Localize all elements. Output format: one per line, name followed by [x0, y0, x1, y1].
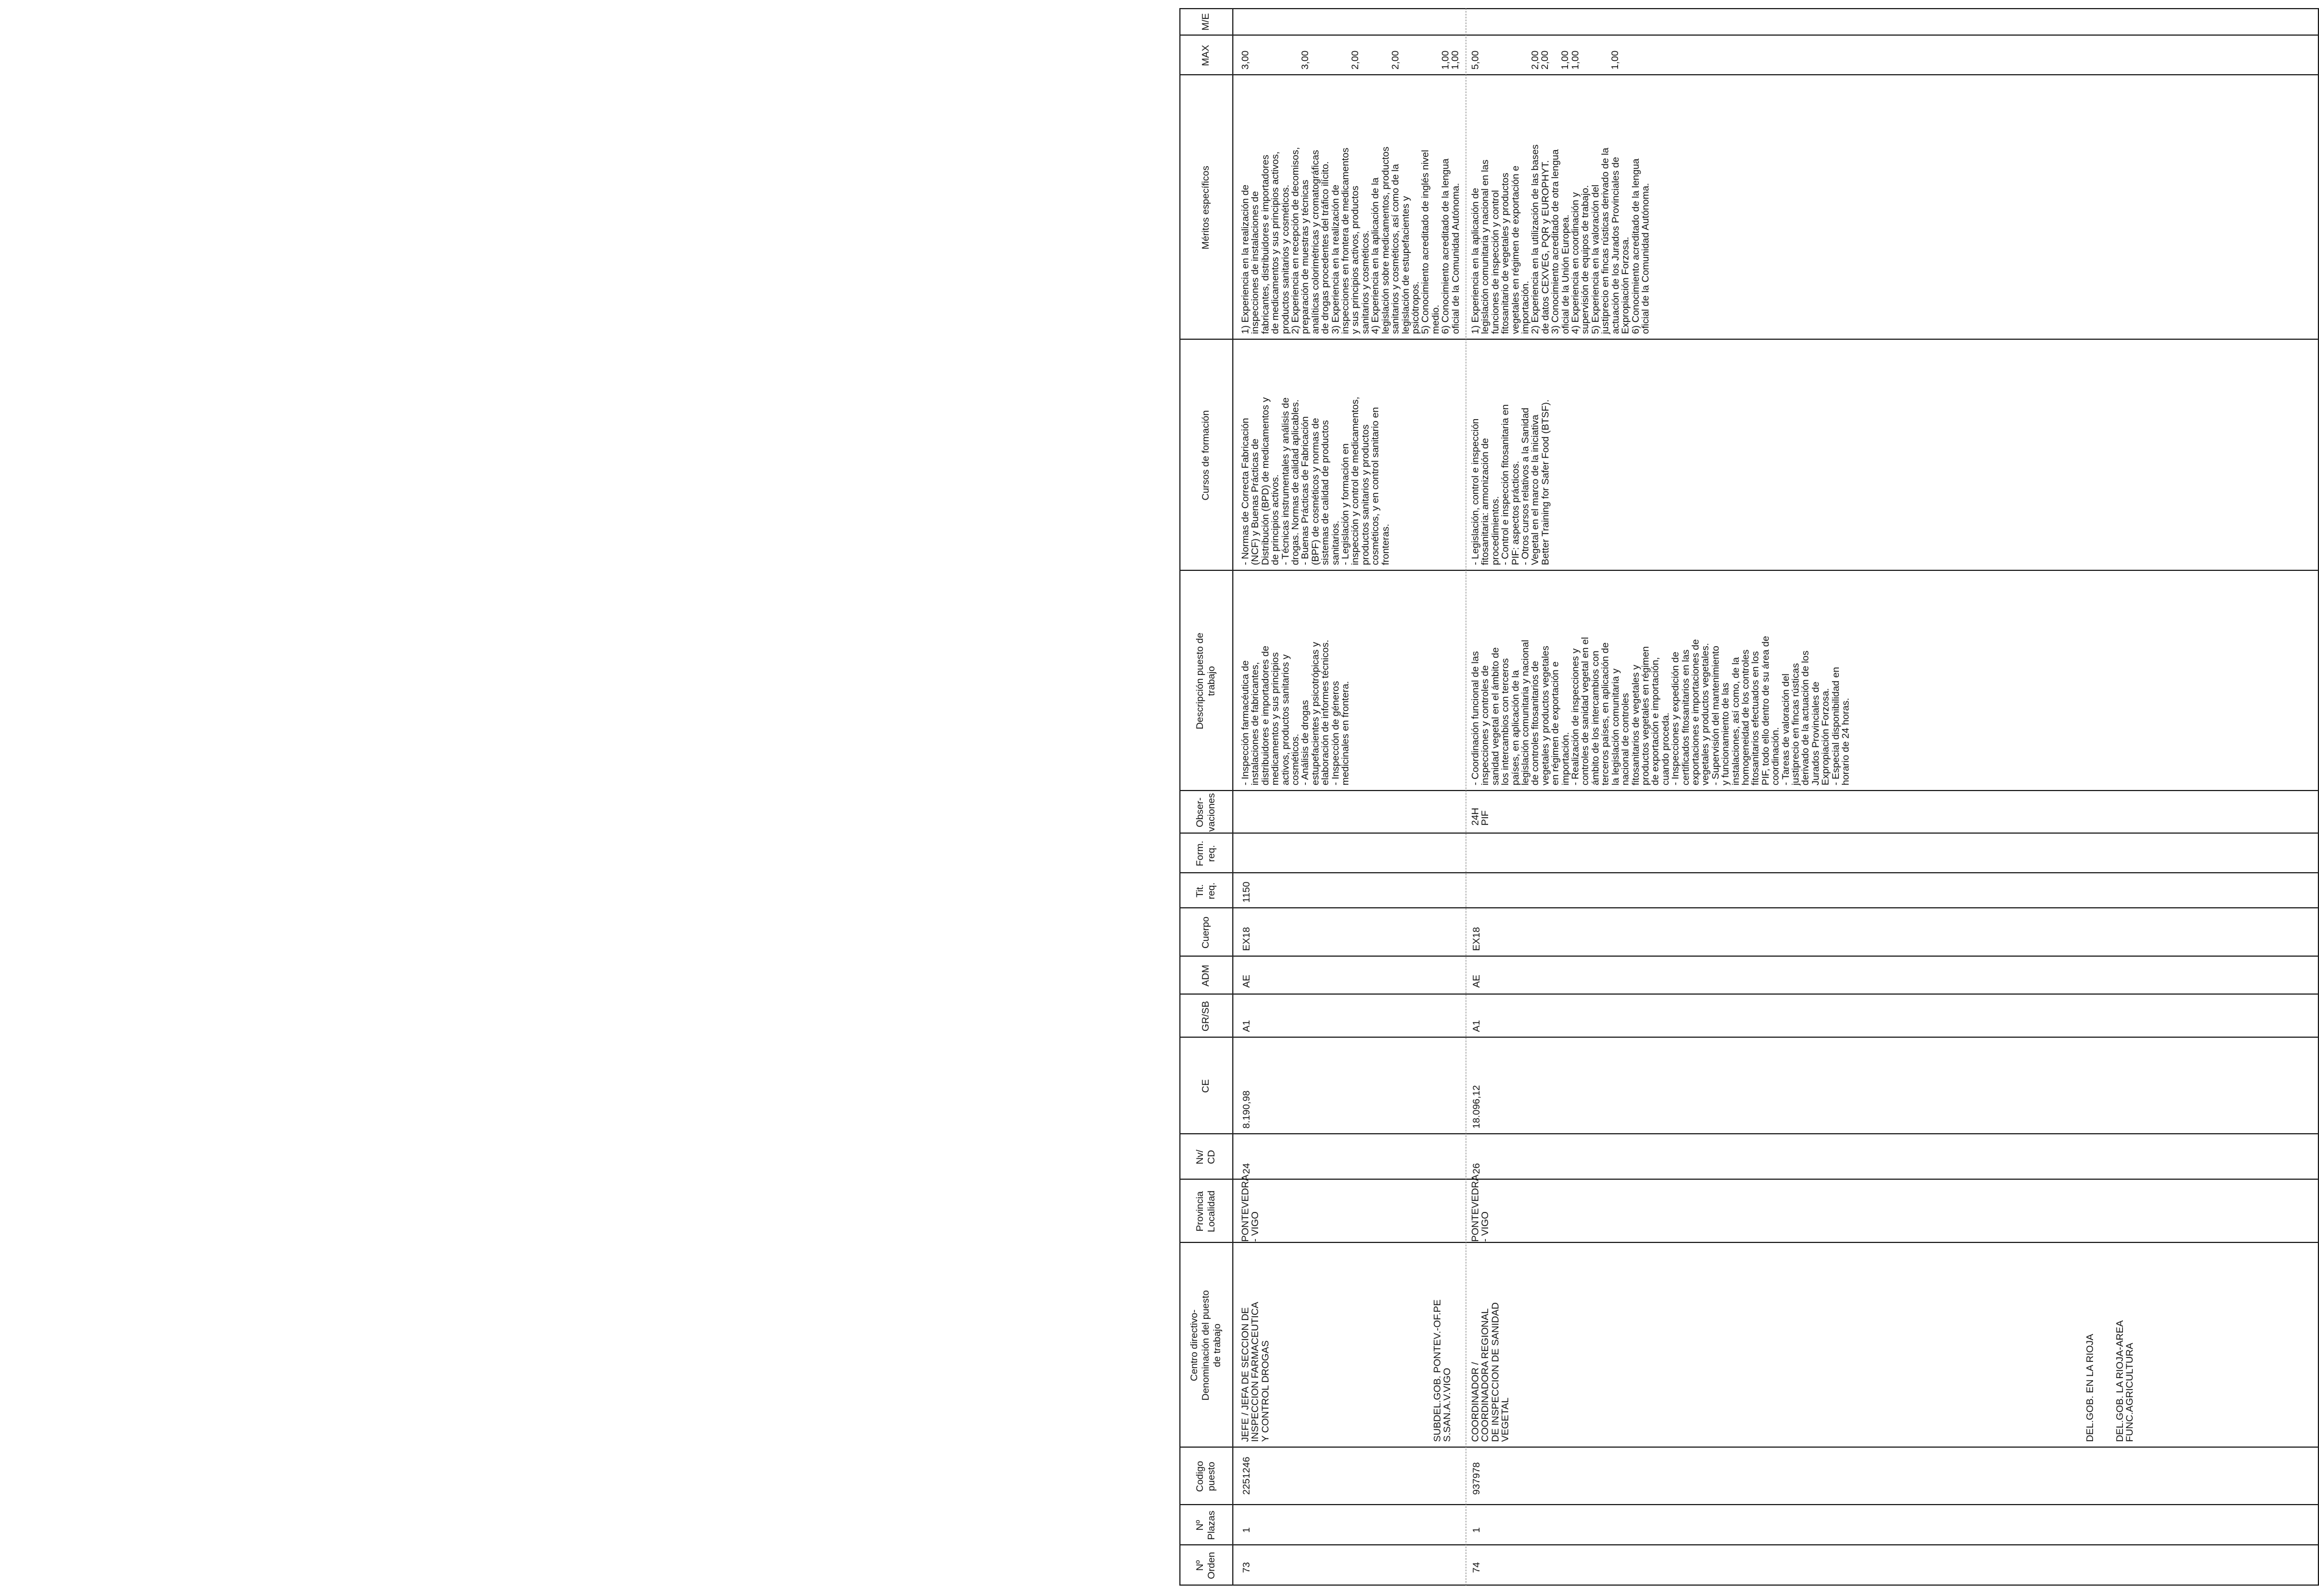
row-74-cursos: - Legislación, control e inspección fitosanitaria: armonización de procedimientos. - Control e inspección fitosanitaria en PIF: aspectos prácticos. - Otros cursos relativos a la Sanidad Vegetal en el marco de la iniciativa Better Training for Safer Food (BTSF). — [1470, 399, 1551, 565]
col-sep — [1179, 1037, 2319, 1038]
frame-left — [1179, 1585, 2319, 1586]
row-74-meritos: 1) Experiencia en la aplicación de legislación comunitaria y nacional en las funciones de inspección y control fitosanitario de vegetales y productos vegetales en régimen de exportación e importación. 2) Experiencia en la utilización de las bases de datos CEXVEG, PQR y EUROPHYT. 3) Conocimiento acreditado de otra lengua oficial de la Unión Europea. 4) Experiencia en coordinación y supervisión de equipos de trabajo. 5) Experiencia en la valoración del justiprecio en fincas rústicas derivado de la actuación de los Jurados Provinciales de Expropiación Forzosa. 6) Conocimiento acreditado de la lengua oficial de la Comunidad Autónoma. — [1470, 144, 1651, 334]
row-73-centro: JEFE / JEFA DE SECCION DE INSPECCION FARMACEUTICA Y CONTROL DROGAS — [1240, 1302, 1271, 1442]
row-73-max-1: 3,00 — [1240, 50, 1251, 70]
row-74-cuerpo: EX18 — [1471, 927, 1482, 951]
row-73-provincia: PONTEVEDRA - VIGO — [1240, 1174, 1261, 1242]
row-73-cursos: - Normas de Correcta Fabricación (NCF) y Buenas Prácticas de Distribución (BPD) de medicamentos y de principios activos. - Técnicas instrumentales y análisis de drogas. Normas de calidad aplicables. - Buenas Prácticas de Fabricación (BPF) de cosméticos y normas de sistemas de calidad de productos sanitarios. - Legislación y formación en inspección y control de medicamentos, productos sanitarios y productos cosméticos, y en control sanitario en fronteras. — [1240, 397, 1391, 565]
header-adm: ADM — [1200, 965, 1211, 987]
frame-right — [1179, 8, 2319, 9]
header-me: M/E — [1200, 13, 1211, 31]
col-sep — [1179, 339, 2319, 340]
col-sep — [1179, 907, 2319, 908]
header-grupo: GR/SB — [1200, 1001, 1211, 1031]
row-74-descripcion: - Coordinación funcional de las inspecciones y controles de sanidad vegetal en el ámbito de los intercambios con terceros países, en aplicación de la legislación comunitaria y nacional de controles fitosanitarios de vegetales y productos vegetales en régimen de exportación e importación. - Realización de inspecciones y controles de sanidad vegetal en el ámbito de los intercambios con terceros países, en aplicación de la legislación comunitaria y nacional de controles fitosanitarios de vegetales y productos vegetales en régimen de exportación e importación, cuando proceda. - Inspecciones y expedición de certificados fitosanitarios en las exportaciones e importaciones de vegetales y productos vegetales. - Supervisión del mantenimiento y funcionamiento de las instalaciones, así como, de la homogeneidad de los controles fitosanitarios efectuados en los PIF, todo ello dentro de su área de coordinación. - Tareas de valoración del justiprecio en fincas rústicas derivado de la actuación de los Jurados Provinciales de Expropiación Forzosa. - Especial disponibilidad en horario de 24 horas. — [1470, 636, 1852, 785]
row-73-max-5: 1,00 — [1440, 50, 1451, 70]
row-74-adm: AE — [1471, 975, 1482, 988]
row-74-centro-header: SUBDEL.GOB. PONTEV.-OF.PE S.SAN.A.V.VIGO — [1432, 1299, 1453, 1442]
row-73-nivel: 24 — [1241, 1163, 1252, 1174]
footer-line-1: DEL.GOB. EN LA RIOJA — [2084, 1333, 2095, 1442]
row-74-nivel: 26 — [1471, 1163, 1482, 1174]
row-74-plazas: 1 — [1471, 1527, 1482, 1533]
row-73-max-6: 1,00 — [1450, 50, 1461, 70]
col-sep — [1179, 790, 2319, 791]
header-orden: Nº Orden — [1194, 1552, 1217, 1579]
col-sep — [1179, 1447, 2319, 1448]
col-sep — [1179, 872, 2319, 873]
header-cursos: Cursos de formación — [1200, 410, 1211, 501]
row-73-orden: 73 — [1241, 1562, 1252, 1573]
row-74-codigo: 937978 — [1471, 1462, 1482, 1495]
row-74-ce: 18.096,12 — [1471, 1085, 1482, 1129]
row-73-meritos: 1) Experiencia en la realización de inspecciones de instalaciones de fabricantes, distribuidores e importadores de medicamentos y sus principios activos, productos sanitarios y cosméticos. 2) Experiencia en recepción de decomisos, preparación de muestras y técnicas analíticas colorimétricas y cromatográficas de drogas procedentes del tráfico ilícito. 3) Experiencia en la realización de inspecciones en frontera de medicamentos y sus principios activos, productos sanitarios y cosméticos. 4) Experiencia en la aplicación de la legislación sobre medicamentos, productos sanitarios y cosméticos, así como de la legislación de estupefacientes y psicótropos. 5) Conocimiento acreditado de inglés nivel medio. 6) Conocimiento acreditado de la lengua oficial de la Comunidad Autónoma. — [1240, 146, 1461, 334]
header-ce: CE — [1200, 1079, 1211, 1093]
row-73-descripcion: - Inspección farmacéutica de instalaciones de fabricantes, distribuidores e importadores de medicamentos y sus principios activos, productos sanitarios y cosméticos. - Análisis de drogas estupefacientes y psicotrópicas y elaboración de informes técnicos. - Inspección de géneros medicinales en frontera. — [1240, 639, 1351, 785]
header-divider — [1232, 8, 1233, 1586]
row-73-max-3: 2,00 — [1350, 50, 1360, 70]
row-74-observaciones: 24H PIF — [1470, 807, 1491, 826]
row-74-max-2: 2,00 — [1530, 50, 1540, 70]
header-max: MAX — [1200, 45, 1211, 66]
row-74-max-3: 2,00 — [1539, 50, 1550, 70]
row-73-titulacion: 1150 — [1241, 881, 1252, 903]
col-sep — [1179, 832, 2319, 834]
header-formacion: Form. req. — [1194, 841, 1217, 866]
col-sep — [1179, 1544, 2319, 1545]
row-74-max-5: 1,00 — [1570, 50, 1581, 70]
header-observaciones: Obser- vaciones — [1194, 793, 1217, 832]
header-centro: Centro directivo- Denominación del puesto de trabajo — [1189, 1290, 1222, 1401]
row-73-adm: AE — [1241, 975, 1252, 988]
header-plazas: Nº Plazas — [1194, 1510, 1217, 1540]
row-73-cuerpo: EX18 — [1241, 927, 1252, 951]
row-74-centro: COORDINADOR / COORDINADORA REGIONAL DE INSPECCION DE SANIDAD VEGETAL — [1470, 1302, 1511, 1442]
row-74-max-total: 5,00 — [1470, 50, 1481, 70]
col-sep — [1179, 74, 2319, 75]
row-74-provincia: PONTEVEDRA - VIGO — [1470, 1174, 1491, 1242]
header-provincia: Provincia Localidad — [1194, 1190, 1217, 1233]
header-cuerpo: Cuerpo — [1200, 916, 1211, 949]
col-sep — [1179, 34, 2319, 36]
col-sep — [1179, 1242, 2319, 1243]
header-codigo: Codigo puesto — [1194, 1461, 1217, 1492]
col-sep — [1179, 1179, 2319, 1180]
header-titulacion: Tit. req. — [1194, 882, 1217, 900]
row-73-max-4: 2,00 — [1390, 50, 1401, 70]
row-73-grupo: A1 — [1241, 1020, 1252, 1032]
col-sep — [1179, 570, 2319, 571]
col-sep — [1179, 1504, 2319, 1505]
header-meritos: Méritos específicos — [1200, 166, 1211, 250]
header-descripcion: Descripción puesto de trabajo — [1194, 632, 1217, 730]
header-nivel: Nv/ CD — [1194, 1149, 1217, 1165]
col-sep — [1179, 956, 2319, 957]
footer-line-2: DEL.GOB. LA RIOJA-AREA FUNC.AGRICULTURA — [2114, 1320, 2136, 1442]
col-sep — [1179, 993, 2319, 995]
row-73-ce: 8.190,98 — [1241, 1090, 1252, 1129]
row-73-max-2: 3,00 — [1300, 50, 1310, 70]
col-sep — [1179, 1133, 2319, 1134]
rotated-table — [1179, 8, 2319, 1586]
row-74-max-4: 1,00 — [1559, 50, 1570, 70]
row-74-orden: 74 — [1471, 1562, 1482, 1573]
row-73-plazas: 1 — [1241, 1527, 1252, 1533]
row-74-grupo: A1 — [1471, 1020, 1482, 1032]
row-73-codigo: 2251246 — [1241, 1456, 1252, 1495]
row-74-max-6: 1,00 — [1609, 50, 1620, 70]
